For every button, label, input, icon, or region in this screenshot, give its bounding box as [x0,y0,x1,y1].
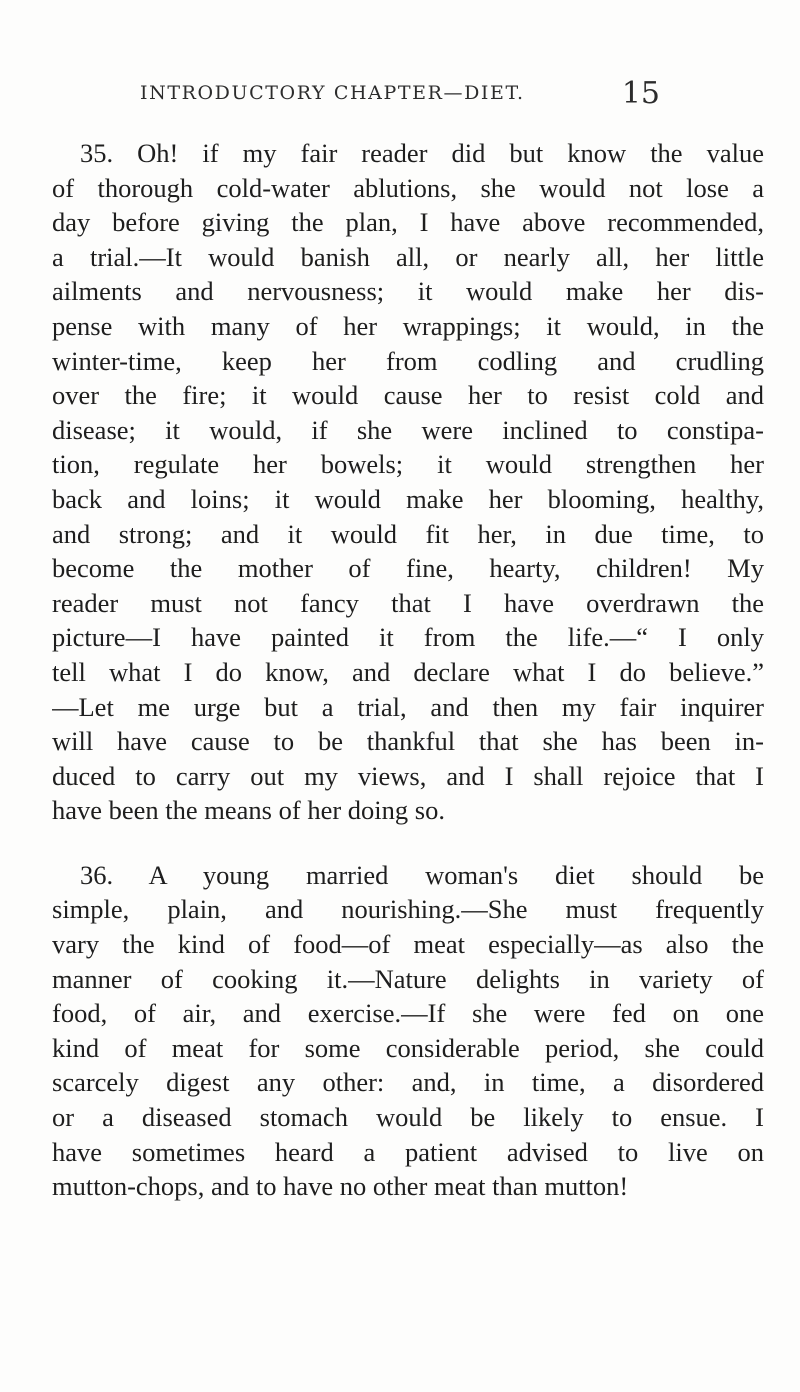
text-line: become the mother of fine, hearty, children! My [52,553,764,584]
text-line: have sometimes heard a patient advised to live on [52,1136,764,1167]
chapter-heading: INTRODUCTORY CHAPTER—DIET. [140,82,525,104]
text-line: simple, plain, and nourishing.—She must frequently [52,894,764,925]
page-number: 15 [621,76,660,111]
text-line: scarcely digest any other: and, in time, a disordered [52,1067,764,1098]
body-text [52,136,764,1204]
text-line: food, of air, and exercise.—If she were fed on one [52,998,764,1029]
text-line: manner of cooking it.—Nature delights in variety of [52,963,764,994]
text-line: tion, regulate her bowels; it would strengthen her [52,449,764,480]
text-line: over the fire; it would cause her to resist cold and [52,380,764,411]
text-line: will have cause to be thankful that she has been in- [52,726,764,757]
paragraph-35 [52,136,764,828]
text-line: and strong; and it would fit her, in due time, to [52,518,764,549]
text-line: ailments and nervousness; it would make her dis- [52,276,764,307]
text-line: winter-time, keep her from codling and crudling [52,345,764,376]
text-line: pense with many of her wrappings; it would, in the [52,310,764,341]
text-line: back and loins; it would make her blooming, healthy, [52,483,764,514]
text-line: picture—I have painted it from the life.—“ I only [52,622,764,653]
text-line: of thorough cold-water ablutions, she would not lose a [52,172,764,203]
text-line: duced to carry out my views, and I shall rejoice that I [52,760,764,791]
text-line: —Let me urge but a trial, and then my fair inquirer [52,691,764,722]
text-line: mutton-chops, and to have no other meat than mutton! [52,1171,629,1202]
text-line: reader must not fancy that I have overdrawn the [52,587,764,618]
text-line: day before giving the plan, I have above recommended, [52,207,764,238]
text-line: or a diseased stomach would be likely to ensue. I [52,1102,764,1133]
paragraph-36 [52,858,764,1204]
paragraph-gap [52,828,764,858]
text-line: 35. Oh! if my fair reader did but know the value [80,138,764,168]
text-line: vary the kind of food—of meat especially—as also the [52,929,764,960]
running-head [140,76,660,112]
text-line: a trial.—It would banish all, or nearly all, her little [52,241,764,272]
text-line: 36. A young married woman's diet should be [80,859,764,890]
text-line: disease; it would, if she were inclined to constipa- [52,414,764,445]
text-line: have been the means of her doing so. [52,795,445,826]
text-line: tell what I do know, and declare what I do believe.” [52,656,764,687]
text-line: kind of meat for some considerable period, she could [52,1032,764,1063]
